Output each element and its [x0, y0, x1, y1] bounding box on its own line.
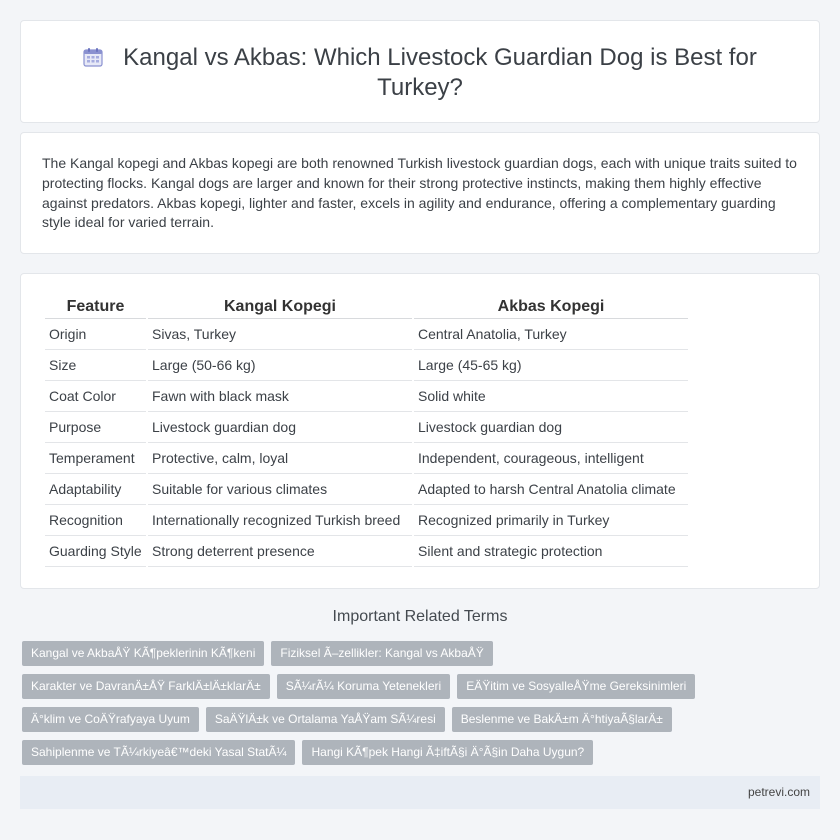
row-kangal-value: Livestock guardian dog [148, 412, 412, 443]
comparison-table [43, 296, 690, 567]
row-feature: Purpose [45, 412, 146, 443]
intro-paragraph: The Kangal kopegi and Akbas kopegi are both renowned Turkish livestock guardian dogs, each with unique traits suited to protecting flocks. Kangal dogs are larger and known for their strong protective instincts, making them highly effective against predators. Akbas kopegi, lighter and faster, excels in agility and endurance, offering a complementary guarding style ideal for varied terrain. [42, 155, 797, 231]
row-feature: Adaptability [45, 474, 146, 505]
related-term-tag[interactable]: Beslenme ve BakÄ±m Ä°htiyaÃ§larÄ± [452, 707, 672, 732]
related-term-tag[interactable]: Fiziksel Ã–zellikler: Kangal vs AkbaÅŸ [271, 641, 492, 666]
comparison-card [20, 273, 820, 589]
row-akbas-value: Solid white [414, 381, 688, 412]
table-row [45, 505, 688, 536]
page-title [81, 43, 759, 103]
table-row [45, 381, 688, 412]
related-term-tag[interactable]: EÄŸitim ve SosyalleÅŸme Gereksinimleri [457, 674, 695, 699]
row-kangal-value: Protective, calm, loyal [148, 443, 412, 474]
related-term-tag[interactable]: Ä°klim ve CoÄŸrafyaya Uyum [22, 707, 199, 732]
table-row [45, 319, 688, 350]
related-term-tag[interactable]: SÃ¼rÃ¼ Koruma Yetenekleri [277, 674, 450, 699]
related-term-tag[interactable]: Sahiplenme ve TÃ¼rkiyeâ€™deki Yasal StatÃ¼ [22, 740, 295, 765]
row-akbas-value: Adapted to harsh Central Anatolia climate [414, 474, 688, 505]
row-akbas-value: Central Anatolia, Turkey [414, 319, 688, 350]
column-header-kangal: Kangal Kopegi [148, 296, 412, 319]
table-row [45, 536, 688, 567]
table-row [45, 350, 688, 381]
table-header-row [45, 296, 688, 319]
related-term-tag[interactable]: Karakter ve DavranÄ±ÅŸ FarklÄ±lÄ±klarÄ± [22, 674, 270, 699]
row-feature: Temperament [45, 443, 146, 474]
related-term-tag[interactable]: Kangal ve AkbaÅŸ KÃ¶peklerinin KÃ¶keni [22, 641, 264, 666]
related-term-tag[interactable]: Hangi KÃ¶pek Hangi Ã‡iftÃ§i Ä°Ã§in Daha Uygun? [302, 740, 593, 765]
related-terms-list [22, 641, 742, 765]
row-kangal-value: Sivas, Turkey [148, 319, 412, 350]
row-kangal-value: Fawn with black mask [148, 381, 412, 412]
row-akbas-value: Recognized primarily in Turkey [414, 505, 688, 536]
row-feature: Size [45, 350, 146, 381]
column-header-feature: Feature [45, 296, 146, 319]
row-feature: Coat Color [45, 381, 146, 412]
related-terms-heading: Important Related Terms [332, 608, 508, 625]
row-kangal-value: Internationally recognized Turkish breed [148, 505, 412, 536]
intro-card [20, 132, 820, 254]
row-feature: Guarding Style [45, 536, 146, 567]
row-kangal-value: Large (50-66 kg) [148, 350, 412, 381]
row-akbas-value: Livestock guardian dog [414, 412, 688, 443]
column-header-akbas: Akbas Kopegi [414, 296, 688, 319]
calendar-icon [83, 45, 103, 65]
row-akbas-value: Large (45-65 kg) [414, 350, 688, 381]
row-feature: Origin [45, 319, 146, 350]
table-row [45, 474, 688, 505]
table-row [45, 412, 688, 443]
footer [20, 776, 820, 809]
row-akbas-value: Independent, courageous, intelligent [414, 443, 688, 474]
related-term-tag[interactable]: SaÄŸlÄ±k ve Ortalama YaÅŸam SÃ¼resi [206, 707, 445, 732]
row-kangal-value: Suitable for various climates [148, 474, 412, 505]
row-kangal-value: Strong deterrent presence [148, 536, 412, 567]
page-title-text: Kangal vs Akbas: Which Livestock Guardian Dog is Best for Turkey? [123, 44, 757, 101]
site-link[interactable]: petrevi.com [747, 785, 810, 799]
table-row [45, 443, 688, 474]
row-akbas-value: Silent and strategic protection [414, 536, 688, 567]
row-feature: Recognition [45, 505, 146, 536]
title-card [20, 20, 820, 123]
